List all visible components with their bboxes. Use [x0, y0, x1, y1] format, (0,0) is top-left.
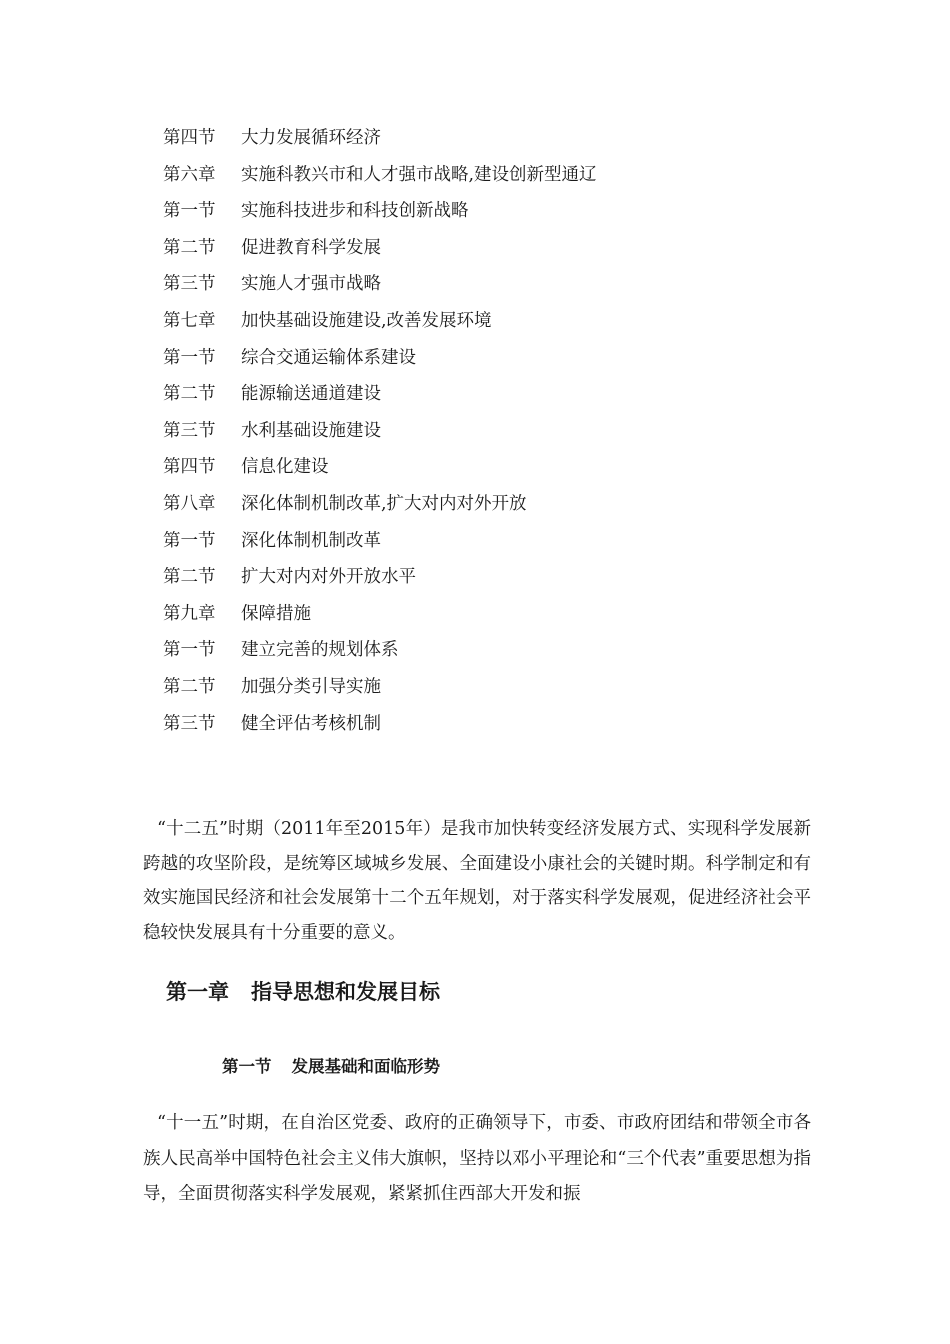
toc-item: [163, 632, 863, 669]
chapter-heading: [166, 972, 440, 1012]
toc-item: [163, 266, 863, 303]
toc-item-title: 加强分类引导实施: [241, 676, 381, 697]
toc-item: [163, 706, 863, 743]
section-number: 第一节: [222, 1057, 272, 1076]
toc-item-number: 第七章: [163, 310, 216, 331]
toc-item: [163, 303, 863, 340]
toc-item-number: 第二节: [163, 384, 216, 405]
toc-item-number: 第一节: [163, 347, 216, 368]
toc-item-number: 第三节: [163, 713, 216, 734]
toc-item-title: 扩大对内对外开放水平: [241, 567, 416, 588]
toc-item-number: 第一节: [163, 640, 216, 661]
toc-item-number: 第六章: [163, 164, 216, 185]
toc-item: [163, 230, 863, 267]
chapter-title: 指导思想和发展目标: [251, 980, 440, 1004]
toc-item-title: 深化体制机制改革: [241, 530, 381, 551]
intro-paragraph: “十二五”时期（2011年至2015年）是我市加快转变经济发展方式、实现科学发展新跨越的攻坚阶段，是统筹区域城乡发展、全面建设小康社会的关键时期。科学制定和有效实施国民经济和社会发展第十二个五年规划，对于落实科学发展观，促进经济社会平稳较快发展具有十分重要的意义。: [143, 819, 811, 943]
toc-item-title: 能源输送通道建设: [241, 384, 381, 405]
body-paragraph: “十一五”时期，在自治区党委、政府的正确领导下，市委、市政府团结和带领全市各族人民高举中国特色社会主义伟大旗帜，坚持以邓小平理论和“三个代表”重要思想为指导，全面贯彻落实科学发展观，紧紧抓住西部大开发和振: [143, 1113, 811, 1204]
toc-item-title: 水利基础设施建设: [241, 420, 381, 441]
table-of-contents: [163, 120, 863, 742]
toc-item-title: 大力发展循环经济: [241, 128, 381, 148]
toc-item-title: 保障措施: [241, 603, 311, 624]
toc-item: [163, 157, 863, 194]
toc-item-title: 实施科教兴市和人才强市战略,建设创新型通辽: [241, 164, 597, 185]
section-heading: [222, 1050, 440, 1084]
toc-item-number: 第九章: [163, 603, 216, 624]
toc-item: [163, 559, 863, 596]
section-title: 发展基础和面临形势: [291, 1057, 440, 1076]
toc-item-number: 第三节: [163, 420, 216, 441]
toc-item: [163, 669, 863, 706]
toc-item-number: 第一节: [163, 201, 216, 222]
toc-item-number: 第四节: [163, 457, 216, 478]
toc-item-number: 第四节: [163, 128, 216, 148]
toc-item-title: 促进教育科学发展: [241, 237, 381, 258]
toc-item: [163, 376, 863, 413]
chapter-number: 第一章: [166, 980, 229, 1004]
toc-item-number: 第三节: [163, 274, 216, 295]
toc-item-number: 第二节: [163, 567, 216, 588]
toc-item: [163, 523, 863, 560]
toc-item: [163, 340, 863, 377]
toc-item-title: 建立完善的规划体系: [241, 640, 399, 661]
toc-item-title: 深化体制机制改革,扩大对内对外开放: [241, 493, 527, 514]
toc-item-title: 加快基础设施建设,改善发展环境: [241, 310, 492, 331]
toc-item: [163, 486, 863, 523]
toc-item-number: 第二节: [163, 676, 216, 697]
toc-item: [163, 449, 863, 486]
toc-item-title: 综合交通运输体系建设: [241, 347, 416, 368]
toc-item: [163, 120, 863, 157]
toc-item-title: 信息化建设: [241, 457, 329, 478]
toc-item-title: 实施科技进步和科技创新战略: [241, 201, 469, 222]
toc-item: [163, 413, 863, 450]
toc-item: [163, 596, 863, 633]
toc-item: [163, 193, 863, 230]
toc-item-title: 健全评估考核机制: [241, 713, 381, 734]
toc-item-number: 第八章: [163, 493, 216, 514]
toc-item-number: 第二节: [163, 237, 216, 258]
toc-item-number: 第一节: [163, 530, 216, 551]
toc-item-title: 实施人才强市战略: [241, 274, 381, 295]
